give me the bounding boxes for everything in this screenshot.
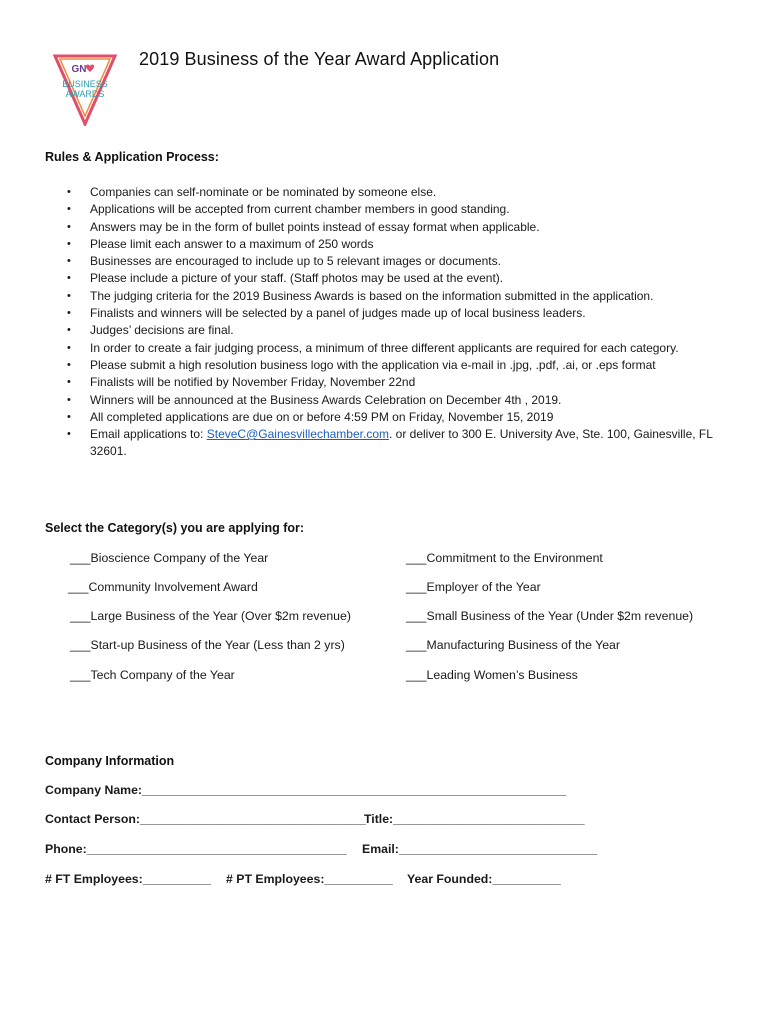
- year-founded-field[interactable]: Year Founded:__________: [407, 872, 561, 886]
- email-link[interactable]: SteveC@Gainesvillechamber.com: [206, 427, 389, 442]
- category-tech[interactable]: ___Tech Company of the Year: [70, 668, 235, 682]
- rule-item: [45, 409, 735, 426]
- business-awards-logo: [52, 54, 118, 126]
- categories-heading: Select the Category(s) you are applying for:: [45, 521, 305, 535]
- rules-heading: Rules & Application Process:: [45, 150, 219, 164]
- company-name-field[interactable]: Company Name:______________________________________________________________: [45, 783, 567, 797]
- email-suffix: . or deliver to 300 E. University Ave, Ste. 100, Gainesville, FL 32601.: [90, 427, 713, 459]
- bullet: •: [67, 220, 71, 233]
- rule-text: Applications will be accepted from current chamber members in good standing.: [90, 202, 510, 217]
- rule-text: Finalists and winners will be selected by a panel of judges made up of local business leaders.: [90, 306, 586, 321]
- rule-text: Judges’ decisions are final.: [90, 323, 234, 338]
- rules-email-item: [45, 426, 735, 461]
- bullet: •: [67, 324, 71, 337]
- phone-field[interactable]: Phone:______________________________________: [45, 842, 347, 856]
- rule-text: Please limit each answer to a maximum of 250 words: [90, 236, 374, 251]
- category-leading-women[interactable]: ___Leading Women’s Business: [406, 668, 578, 682]
- bullet: •: [67, 255, 71, 268]
- category-manufacturing[interactable]: ___Manufacturing Business of the Year: [406, 638, 620, 652]
- rule-item: [45, 357, 735, 374]
- rule-item: [45, 288, 735, 305]
- rule-item: [45, 305, 735, 322]
- rule-item: [45, 219, 735, 236]
- rule-text: In order to create a fair judging process, a minimum of three different applicants are required for each category.: [90, 340, 679, 355]
- bullet: •: [67, 428, 71, 441]
- category-large-business[interactable]: ___Large Business of the Year (Over $2m revenue): [70, 609, 351, 623]
- rules-list: [45, 184, 735, 461]
- category-community[interactable]: ___Community Involvement Award: [68, 580, 258, 594]
- bullet: •: [67, 203, 71, 216]
- rule-item: [45, 184, 735, 201]
- rule-item: [45, 236, 735, 253]
- rule-text: All completed applications are due on or before 4:59 PM on Friday, November 15, 2019: [90, 409, 554, 424]
- rule-text: Finalists will be notified by November Friday, November 22nd: [90, 375, 416, 390]
- bullet: •: [67, 376, 71, 389]
- rule-item: [45, 322, 735, 339]
- rule-item: [45, 374, 735, 391]
- bullet: •: [67, 289, 71, 302]
- bullet: •: [67, 237, 71, 250]
- ft-employees-field[interactable]: # FT Employees:__________: [45, 872, 212, 886]
- logo-gn-text: GN: [71, 64, 87, 75]
- email-prefix: Email applications to:: [90, 427, 207, 442]
- rule-item: [45, 270, 735, 287]
- category-startup[interactable]: ___Start-up Business of the Year (Less than 2 yrs): [70, 638, 345, 652]
- rule-text: Please include a picture of your staff. (Staff photos may be used at the event).: [90, 271, 504, 286]
- bullet: •: [67, 410, 71, 423]
- email-field[interactable]: Email:_____________________________: [362, 842, 598, 856]
- rule-text: Winners will be announced at the Business Awards Celebration on December 4th , 2019.: [90, 392, 562, 407]
- rule-text: Businesses are encouraged to include up to 5 relevant images or documents.: [90, 254, 501, 269]
- bullet: •: [67, 272, 71, 285]
- rule-item: [45, 253, 735, 270]
- rule-text: Companies can self-nominate or be nominated by someone else.: [90, 185, 437, 199]
- rule-item: [45, 340, 735, 357]
- bullet: •: [67, 186, 71, 198]
- company-info-heading: Company Information: [45, 754, 175, 768]
- page-title: 2019 Business of the Year Award Application: [139, 49, 500, 69]
- category-bioscience[interactable]: ___Bioscience Company of the Year: [70, 551, 269, 565]
- pt-employees-field[interactable]: # PT Employees:__________: [226, 872, 393, 886]
- logo-graphic: [52, 54, 118, 126]
- logo-awards-text: AWARDS: [65, 89, 105, 99]
- rule-text: Please submit a high resolution business logo with the application via e-mail in .jpg, .pdf, .ai, or .eps format: [90, 357, 656, 372]
- category-environment[interactable]: ___Commitment to the Environment: [406, 551, 603, 565]
- title-field[interactable]: Title:____________________________: [364, 812, 585, 826]
- bullet: •: [67, 358, 71, 371]
- category-employer[interactable]: ___Employer of the Year: [406, 580, 541, 594]
- rule-text: The judging criteria for the 2019 Business Awards is based on the information submitted in the application.: [90, 288, 654, 303]
- contact-person-field[interactable]: Contact Person:_________________________________: [45, 812, 366, 826]
- rule-item: [45, 392, 735, 409]
- rule-item: [45, 201, 735, 218]
- bullet: •: [67, 341, 71, 354]
- bullet: •: [67, 393, 71, 406]
- category-small-business[interactable]: ___Small Business of the Year (Under $2m revenue): [406, 609, 694, 623]
- bullet: •: [67, 307, 71, 320]
- logo-business-text: BUSINESS: [62, 79, 108, 89]
- rule-text: Answers may be in the form of bullet points instead of essay format when applicable.: [90, 219, 540, 234]
